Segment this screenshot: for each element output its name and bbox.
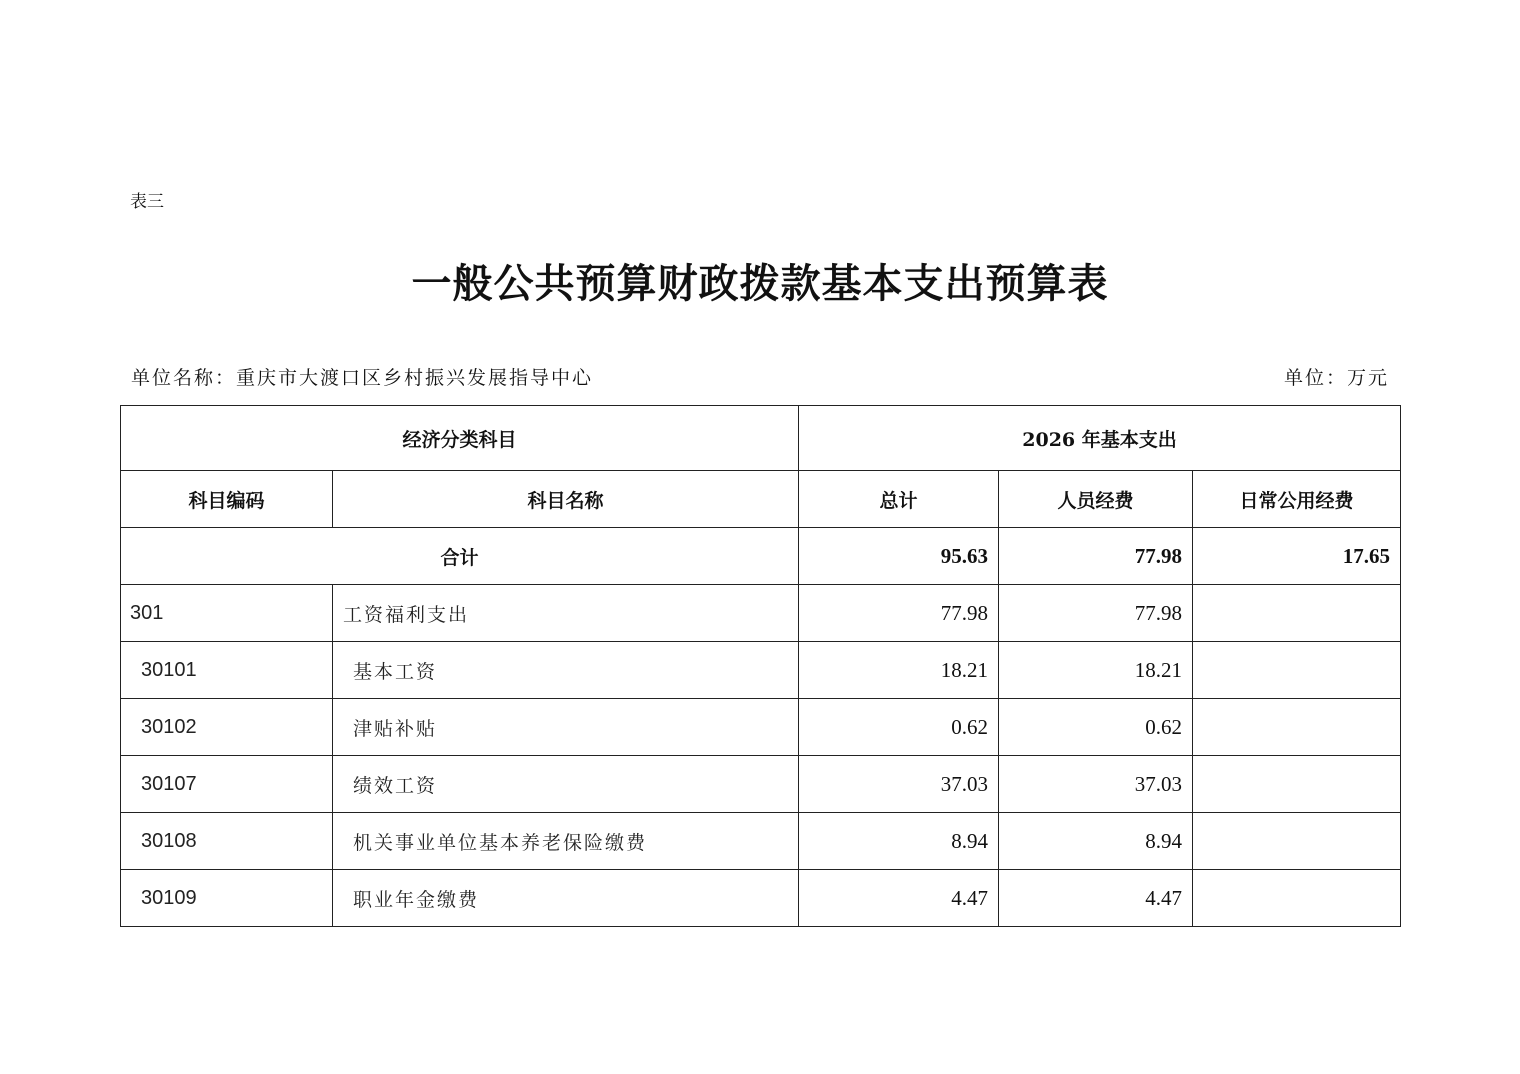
column-header-public: 日常公用经费 [1193,471,1401,528]
table-row [121,870,1401,927]
table-row [121,699,1401,756]
name-cell: 绩效工资 [333,756,799,813]
column-header-name: 科目名称 [333,471,799,528]
personnel-cell: 8.94 [999,813,1193,870]
name-cell: 基本工资 [333,642,799,699]
total-personnel-cell: 77.98 [999,528,1193,585]
code-cell: 30109 [121,870,333,927]
code-cell: 30102 [121,699,333,756]
public-cell [1193,699,1401,756]
name-cell: 职业年金缴费 [333,870,799,927]
total-total-cell: 95.63 [799,528,999,585]
public-cell [1193,870,1401,927]
name-cell: 机关事业单位基本养老保险缴费 [333,813,799,870]
header-column-row [121,471,1401,528]
public-cell [1193,585,1401,642]
code-cell: 301 [121,585,333,642]
table-label: 表三 [130,192,164,212]
code-cell: 30107 [121,756,333,813]
personnel-cell: 77.98 [999,585,1193,642]
header-basic-expenditure: 2026 年基本支出 [799,406,1401,471]
unit-name: 单位名称：重庆市大渡口区乡村振兴发展指导中心 [131,367,594,389]
public-cell [1193,813,1401,870]
total-row [121,528,1401,585]
name-cell: 工资福利支出 [333,585,799,642]
total-cell: 0.62 [799,699,999,756]
code-cell: 30101 [121,642,333,699]
personnel-cell: 37.03 [999,756,1193,813]
page-title: 一般公共预算财政拨款基本支出预算表 [411,260,1109,307]
total-cell: 4.47 [799,870,999,927]
total-cell: 18.21 [799,642,999,699]
budget-table [120,405,1401,927]
column-header-total: 总计 [799,471,999,528]
total-cell: 8.94 [799,813,999,870]
total-cell: 77.98 [799,585,999,642]
public-cell [1193,756,1401,813]
personnel-cell: 4.47 [999,870,1193,927]
code-cell: 30108 [121,813,333,870]
header-economic-category: 经济分类科目 [121,406,799,471]
total-public-cell: 17.65 [1193,528,1401,585]
header-group-row [121,406,1401,471]
table-row [121,756,1401,813]
total-label: 合计 [121,528,799,585]
name-cell: 津贴补贴 [333,699,799,756]
public-cell [1193,642,1401,699]
column-header-personnel: 人员经费 [999,471,1193,528]
personnel-cell: 0.62 [999,699,1193,756]
table-row [121,642,1401,699]
unit-measure: 单位：万元 [1283,367,1389,389]
table-row [121,585,1401,642]
column-header-code: 科目编码 [121,471,333,528]
total-cell: 37.03 [799,756,999,813]
personnel-cell: 18.21 [999,642,1193,699]
table-row [121,813,1401,870]
